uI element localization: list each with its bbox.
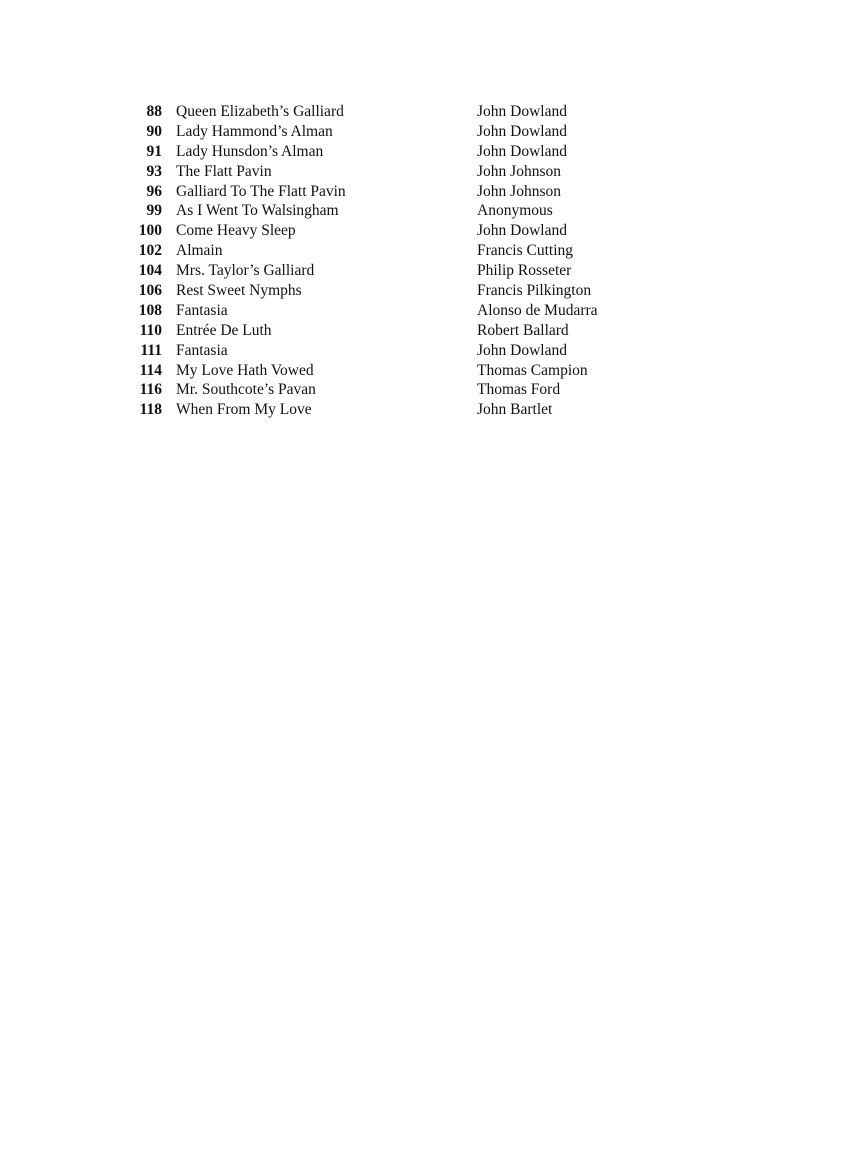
piece-title: Almain bbox=[176, 242, 223, 260]
contents-entry bbox=[118, 361, 678, 381]
contents-entry bbox=[118, 321, 678, 341]
page-number: 96 bbox=[146, 182, 162, 200]
piece-title: Mr. Southcote’s Pavan bbox=[176, 381, 316, 399]
page-number: 88 bbox=[146, 103, 162, 120]
page-number: 110 bbox=[139, 321, 162, 339]
contents-entry bbox=[118, 162, 678, 182]
contents-entry bbox=[118, 400, 678, 420]
contents-entry bbox=[118, 281, 678, 301]
contents-entry bbox=[118, 122, 678, 142]
composer-name: John Dowland bbox=[477, 103, 567, 120]
piece-title: The Flatt Pavin bbox=[176, 162, 272, 180]
composer-name: John Dowland bbox=[477, 222, 567, 240]
composer-name: Robert Ballard bbox=[477, 321, 569, 339]
page-number: 100 bbox=[138, 222, 162, 240]
piece-title: When From My Love bbox=[176, 401, 312, 419]
piece-title: Lady Hunsdon’s Alman bbox=[176, 142, 324, 160]
contents-entry bbox=[118, 261, 678, 281]
page-number: 102 bbox=[138, 242, 162, 260]
contents-entry bbox=[118, 241, 678, 261]
contents-entry bbox=[118, 301, 678, 321]
composer-name: Anonymous bbox=[477, 202, 553, 220]
piece-title: As I Went To Walsingham bbox=[176, 202, 339, 220]
contents-entry bbox=[118, 201, 678, 221]
contents-entry bbox=[118, 182, 678, 202]
page-number: 118 bbox=[139, 401, 162, 419]
piece-title: Lady Hammond’s Alman bbox=[176, 122, 333, 140]
piece-title: Galliard To The Flatt Pavin bbox=[176, 182, 346, 200]
composer-name: John Johnson bbox=[477, 162, 561, 180]
composer-name: Thomas Campion bbox=[477, 361, 588, 379]
page-number: 91 bbox=[146, 142, 162, 160]
page-number: 114 bbox=[139, 361, 162, 379]
contents-entry bbox=[118, 341, 678, 361]
piece-title: Fantasia bbox=[176, 301, 228, 319]
composer-name: Philip Rosseter bbox=[477, 262, 572, 280]
contents-entry bbox=[118, 142, 678, 162]
piece-title: Rest Sweet Nymphs bbox=[176, 282, 302, 300]
composer-name: John Dowland bbox=[477, 341, 567, 359]
page-number: 108 bbox=[138, 301, 162, 319]
composer-name: Thomas Ford bbox=[477, 381, 561, 399]
page-number: 116 bbox=[139, 381, 162, 399]
piece-title: My Love Hath Vowed bbox=[176, 361, 314, 379]
composer-name: Francis Pilkington bbox=[477, 282, 592, 300]
piece-title: Entrée De Luth bbox=[176, 321, 272, 339]
contents-entry bbox=[118, 102, 678, 122]
contents-entry bbox=[118, 380, 678, 400]
contents-entry bbox=[118, 221, 678, 241]
composer-name: John Bartlet bbox=[477, 401, 553, 419]
composer-name: John Johnson bbox=[477, 182, 561, 200]
page-number: 90 bbox=[146, 122, 162, 140]
piece-title: Come Heavy Sleep bbox=[176, 222, 296, 240]
contents-list bbox=[118, 102, 678, 420]
piece-title: Fantasia bbox=[176, 341, 228, 359]
page-number: 106 bbox=[138, 282, 162, 300]
composer-name: Francis Cutting bbox=[477, 242, 574, 260]
page-number: 99 bbox=[146, 202, 162, 220]
piece-title: Queen Elizabeth’s Galliard bbox=[176, 103, 344, 120]
page-number: 93 bbox=[146, 162, 162, 180]
composer-name: John Dowland bbox=[477, 122, 567, 140]
piece-title: Mrs. Taylor’s Galliard bbox=[176, 262, 315, 280]
composer-name: John Dowland bbox=[477, 142, 567, 160]
composer-name: Alonso de Mudarra bbox=[477, 301, 598, 319]
page-number: 111 bbox=[140, 341, 162, 359]
page-number: 104 bbox=[138, 262, 162, 280]
